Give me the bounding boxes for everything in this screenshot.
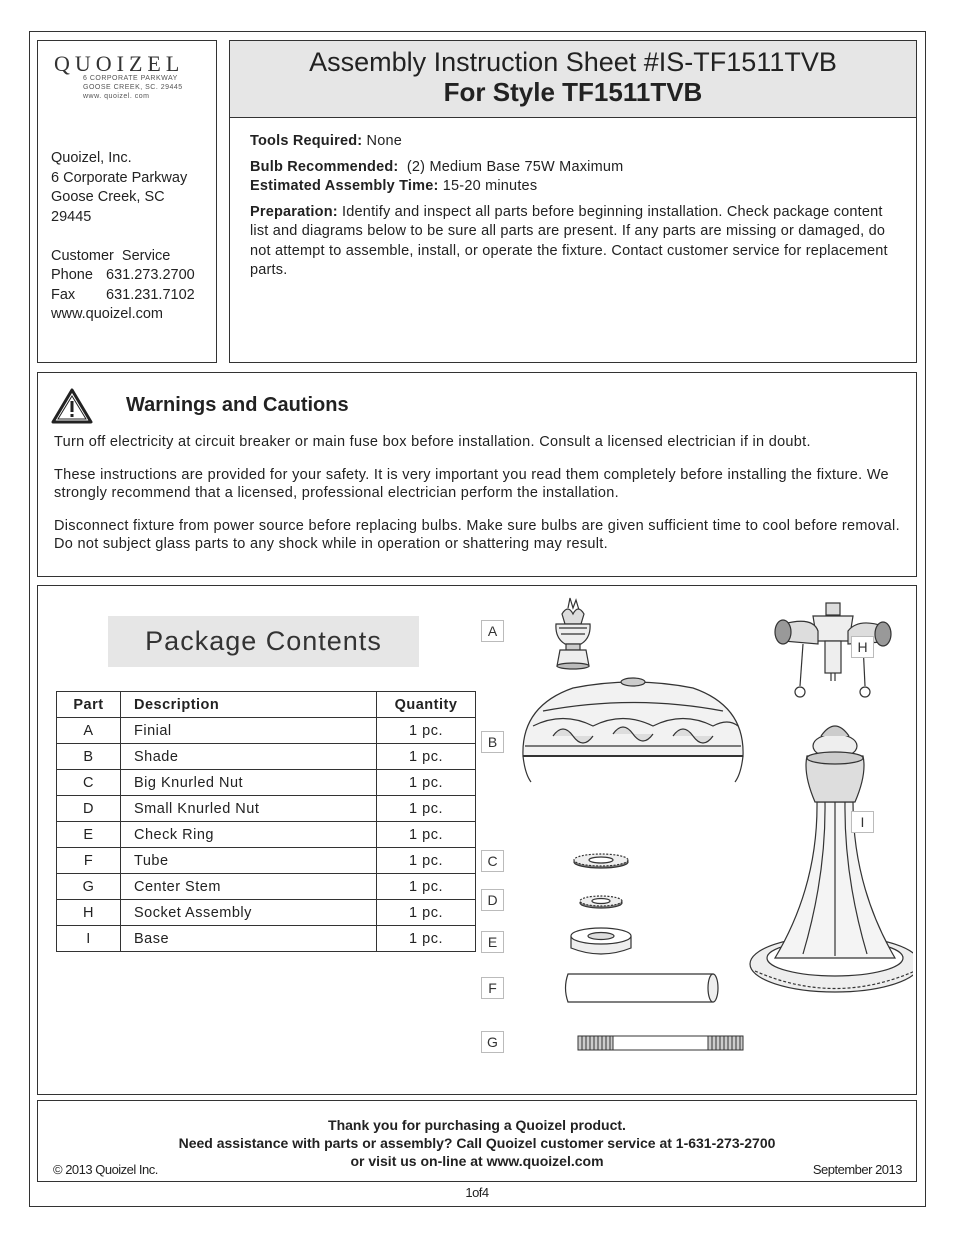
- col-part: Part: [57, 692, 121, 718]
- label-i: I: [851, 811, 874, 833]
- page-title: Assembly Instruction Sheet #IS-TF1511TVB: [309, 47, 837, 77]
- contact-block: [51, 149, 195, 325]
- quoizel-logo: QUOIZEL: [54, 51, 185, 76]
- col-quantity: Quantity: [377, 692, 476, 718]
- table-row: B Shade 1 pc.: [57, 744, 476, 770]
- parts-diagram: [513, 586, 913, 1091]
- fax-line: Fax 631.231.7102: [51, 286, 195, 303]
- revision-date: September 2013: [812, 1162, 902, 1177]
- table-row: E Check Ring 1 pc.: [57, 822, 476, 848]
- footer-panel: [37, 1100, 917, 1182]
- finial-illustration: [556, 598, 590, 669]
- table-row: A Finial 1 pc.: [57, 718, 476, 744]
- warnings-text: [54, 433, 914, 568]
- label-f: F: [481, 977, 504, 999]
- preparation: Preparation: Identify and inspect all parts before beginning installation. Check package content list and diagrams below to be sure all parts are present. If any parts are missing or damaged, do not attempt to assemble, install, or operate the fixture. Contact customer service for replacement parts.: [250, 203, 888, 278]
- parts-table: [56, 691, 476, 952]
- warnings-panel: [37, 372, 917, 577]
- copyright: © 2013 Quoizel Inc.: [53, 1162, 158, 1177]
- label-g: G: [481, 1031, 504, 1053]
- label-b: B: [481, 731, 504, 753]
- check-ring-illustration: [571, 928, 631, 954]
- warning-paragraph: These instructions are provided for your safety. It is very important you read them completely before installing the fixture. We strongly recommend that a licensed, professional electrician perform the installation.: [54, 467, 889, 501]
- table-row: D Small Knurled Nut 1 pc.: [57, 796, 476, 822]
- small-knurled-nut-illustration: [580, 896, 622, 908]
- assembly-time: Estimated Assembly Time: 15-20 minutes: [250, 178, 538, 194]
- bulb-recommended: Bulb Recommended: (2) Medium Base 75W Maximum: [250, 158, 624, 175]
- website-link[interactable]: www.quoizel.com: [51, 306, 164, 322]
- logo-address: 6 CORPORATE PARKWAY GOOSE CREEK, SC. 29445 www. quoizel. com: [83, 75, 183, 100]
- page-number: 1of4: [465, 1185, 489, 1200]
- company-info-panel: [37, 40, 217, 363]
- package-contents-title: Package Contents: [108, 616, 419, 667]
- city-state: Goose Creek, SC: [51, 189, 165, 205]
- table-row: F Tube 1 pc.: [57, 848, 476, 874]
- big-knurled-nut-illustration: [574, 854, 628, 868]
- base-illustration: [750, 726, 913, 992]
- table-header-row: [57, 692, 476, 718]
- street-address: 6 Corporate Parkway: [51, 169, 188, 186]
- phone-line: Phone 631.273.2700: [51, 267, 195, 283]
- label-a: A: [481, 620, 504, 642]
- phone-number: 631.273.2700: [106, 267, 195, 283]
- customer-service-label: Customer Service: [51, 247, 171, 264]
- table-row: G Center Stem 1 pc.: [57, 874, 476, 900]
- label-d: D: [481, 889, 504, 911]
- label-e: E: [481, 931, 504, 953]
- col-description: Description: [121, 692, 377, 718]
- package-contents-panel: [37, 585, 917, 1095]
- company-name: Quoizel, Inc.: [51, 150, 132, 166]
- footer-message: Thank you for purchasing a Quoizel product. Need assistance with parts or assembly? Call Quoizel customer service at 1-631-273-2700 or visit us on-line at www.quoizel.com: [178, 1117, 776, 1169]
- warnings-title: Warnings and Cautions: [126, 394, 349, 416]
- zip-code: 29445: [51, 208, 92, 225]
- tools-required: Tools Required: None: [250, 133, 402, 149]
- label-h: H: [851, 636, 874, 658]
- warning-icon: [51, 388, 93, 424]
- fax-number: 631.231.7102: [106, 286, 195, 303]
- instruction-header-panel: [229, 40, 917, 363]
- page-subtitle: For Style TF1511TVB: [443, 77, 703, 107]
- warning-paragraph: Disconnect fixture from power source before replacing bulbs. Make sure bulbs are given sufficient time to cool before removal. Do not subject glass parts to any shock while in operation or shattering may result.: [54, 518, 900, 552]
- warning-paragraph: Turn off electricity at circuit breaker or main fuse box before installation. Consult a licensed electrician if in doubt.: [54, 434, 811, 450]
- specs-block: [250, 132, 900, 287]
- table-row: H Socket Assembly 1 pc.: [57, 900, 476, 926]
- title-band: [230, 41, 916, 118]
- tube-illustration: [566, 974, 719, 1002]
- center-stem-illustration: [578, 1036, 743, 1050]
- label-c: C: [481, 850, 504, 872]
- table-row: C Big Knurled Nut 1 pc.: [57, 770, 476, 796]
- table-row: I Base 1 pc.: [57, 926, 476, 952]
- shade-illustration: [523, 678, 743, 782]
